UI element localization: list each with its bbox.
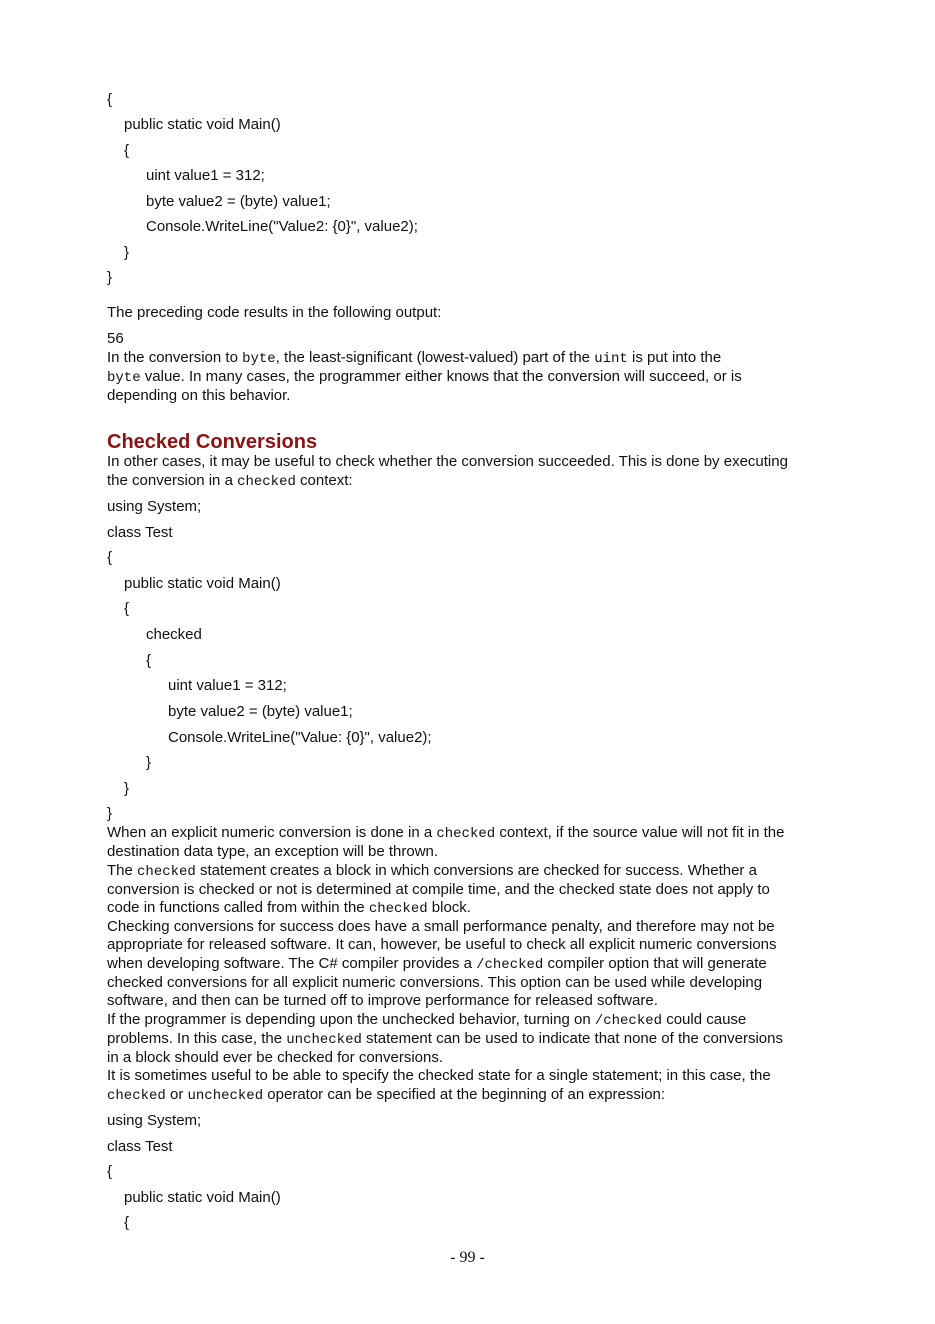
code-line: } [107, 269, 113, 286]
paragraph-line: conversion is checked or not is determined at compile time, and the checked state does not apply to [107, 881, 770, 898]
code-line: } [124, 780, 130, 797]
paragraph-line: in a block should ever be checked for conversions. [107, 1049, 444, 1066]
paragraph-line: checked conversions for all explicit numeric conversions. This option can be used while developing [107, 974, 763, 991]
paragraph-line: the conversion in a checked context: [107, 472, 353, 490]
code-line: { [124, 600, 130, 617]
paragraph-line: when developing software. The C# compiler provides a /checked compiler option that will generate [107, 955, 767, 973]
code-line: uint value1 = 312; [146, 167, 265, 184]
output-value: 56 [107, 330, 124, 347]
paragraph-line: checked or unchecked operator can be specified at the beginning of an expression: [107, 1086, 666, 1104]
paragraph-line: The checked statement creates a block in which conversions are checked for success. Whether a [107, 862, 757, 880]
code-line: checked [146, 626, 202, 643]
code-line: { [107, 549, 113, 566]
paragraph-line: code in functions called from within the checked block. [107, 899, 471, 917]
code-line: public static void Main() [124, 116, 281, 133]
code-line: public static void Main() [124, 1189, 281, 1206]
code-line: } [146, 754, 152, 771]
code-line: { [124, 142, 130, 159]
code-line: { [124, 1214, 130, 1231]
code-line: Console.WriteLine("Value: {0}", value2); [168, 729, 432, 746]
paragraph-line: appropriate for released software. It can, however, be useful to check all explicit numeric conversions [107, 936, 777, 953]
paragraph-line: In the conversion to byte, the least-significant (lowest-valued) part of the uint is put into the [107, 349, 722, 367]
paragraph-line: byte value. In many cases, the programmer either knows that the conversion will succeed, or is [107, 368, 742, 386]
paragraph-line: The preceding code results in the following output: [107, 304, 442, 321]
code-line: { [107, 91, 113, 108]
page-number: - 99 - [450, 1249, 485, 1266]
code-line: { [107, 1163, 113, 1180]
code-line: } [124, 244, 130, 261]
code-line: using System; [107, 1112, 202, 1129]
code-line: uint value1 = 312; [168, 677, 287, 694]
section-heading: Checked Conversions [107, 431, 318, 453]
paragraph-line: If the programmer is depending upon the unchecked behavior, turning on /checked could cause [107, 1011, 747, 1029]
paragraph-line: When an explicit numeric conversion is done in a checked context, if the source value will not fit in the [107, 824, 785, 842]
code-line: class Test [107, 524, 173, 541]
code-line: { [146, 652, 152, 669]
code-line: public static void Main() [124, 575, 281, 592]
code-line: Console.WriteLine("Value2: {0}", value2); [146, 218, 418, 235]
paragraph-line: problems. In this case, the unchecked statement can be used to indicate that none of the conversions [107, 1030, 783, 1048]
paragraph-line: Checking conversions for success does have a small performance penalty, and therefore may not be [107, 918, 775, 935]
code-line: class Test [107, 1138, 173, 1155]
code-line: byte value2 = (byte) value1; [168, 703, 353, 720]
paragraph-line: In other cases, it may be useful to check whether the conversion succeeded. This is done by executing [107, 453, 788, 470]
paragraph-line: depending on this behavior. [107, 387, 291, 404]
paragraph-line: It is sometimes useful to be able to specify the checked state for a single statement; in this case, the [107, 1067, 771, 1084]
code-line: using System; [107, 498, 202, 515]
paragraph-line: destination data type, an exception will be thrown. [107, 843, 439, 860]
paragraph-line: software, and then can be turned off to improve performance for released software. [107, 992, 658, 1009]
code-line: byte value2 = (byte) value1; [146, 193, 331, 210]
code-line: } [107, 805, 113, 822]
